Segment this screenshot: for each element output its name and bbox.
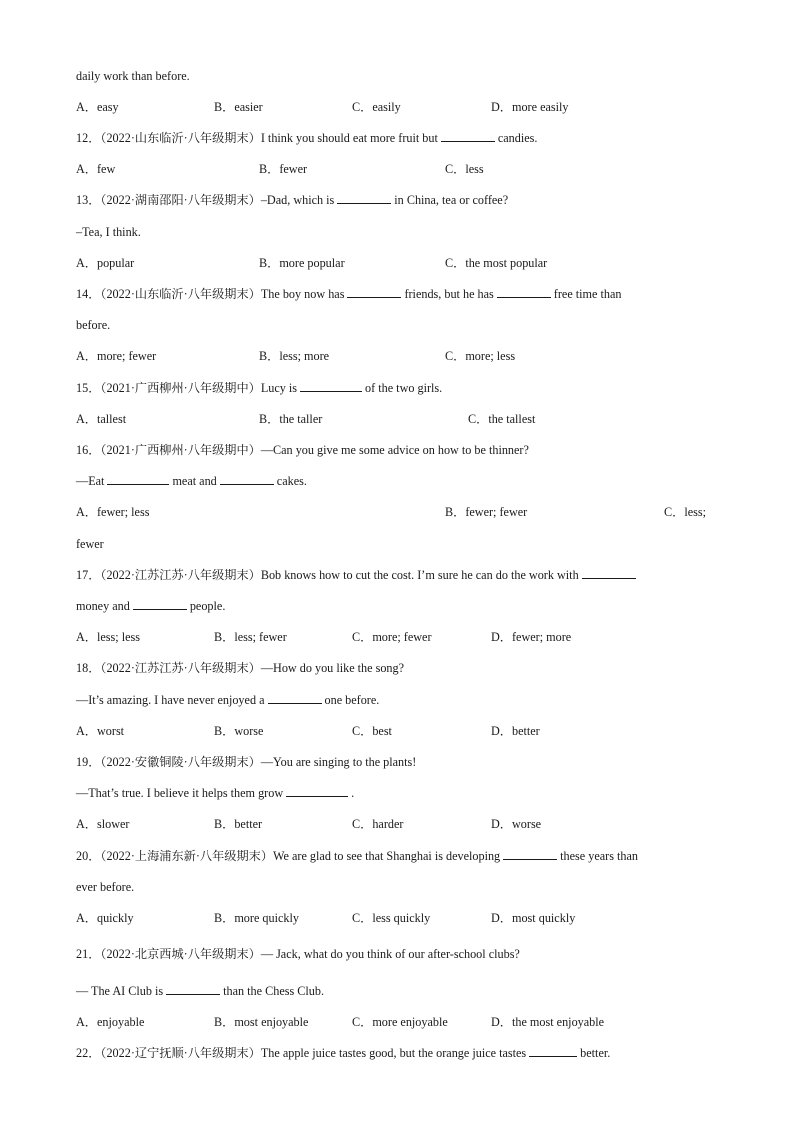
q21-option-c: C．more enjoyable — [352, 1015, 448, 1029]
q20-option-b: B．more quickly — [214, 911, 299, 925]
q14-option-c: C．more; less — [445, 349, 516, 363]
question-21-reply: — The AI Club is than the Chess Club. — [76, 984, 325, 998]
q13-option-a: A．popular — [76, 256, 135, 270]
answer-blank — [107, 473, 169, 485]
answer-blank — [220, 473, 274, 485]
q15-option-b: B．the taller — [259, 412, 323, 426]
q11-option-b: B．easier — [214, 100, 263, 114]
question-17: 17．（2022·江苏江苏·八年级期末）Bob knows how to cut the cost. I’m sure he can do the work with — [76, 567, 639, 583]
q21-option-a: A．enjoyable — [76, 1015, 145, 1029]
q18-option-c: C．best — [352, 724, 392, 738]
q16-option-b: B．fewer; fewer — [445, 505, 528, 519]
answer-blank — [166, 983, 220, 995]
answer-blank — [268, 692, 322, 704]
question-20: 20．（2022·上海浦东新·八年级期末）We are glad to see that Shanghai is developing these years than — [76, 849, 638, 863]
q21-option-b: B．most enjoyable — [214, 1015, 309, 1029]
q15-option-c: C．the tallest — [468, 412, 536, 426]
q19-option-b: B．better — [214, 817, 263, 831]
question-14: 14．（2022·山东临沂·八年级期末）The boy now has friends, but he has free time than — [76, 287, 622, 301]
answer-blank — [133, 598, 187, 610]
q19-option-d: D．worse — [491, 817, 542, 831]
question-12: 12．（2022·山东临沂·八年级期末）I think you should eat more fruit but candies. — [76, 131, 538, 145]
q18-option-a: A．worst — [76, 724, 125, 738]
q11-option-d: D．more easily — [491, 100, 569, 114]
q20-option-d: D．most quickly — [491, 911, 576, 925]
answer-blank — [582, 567, 636, 579]
answer-blank — [441, 130, 495, 142]
answer-blank — [503, 848, 557, 860]
answer-blank — [286, 785, 348, 797]
q16-option-c-continuation: fewer — [76, 537, 104, 551]
answer-blank — [529, 1045, 577, 1057]
q19-option-c: C．harder — [352, 817, 404, 831]
q20-option-c: C．less quickly — [352, 911, 431, 925]
question-13: 13．（2022·湖南邵阳·八年级期末）–Dad, which is in China, tea or coffee? — [76, 193, 509, 207]
q17-option-b: B．less; fewer — [214, 630, 287, 644]
q17-option-a: A．less; less — [76, 630, 140, 644]
question-11-continuation: daily work than before. — [76, 69, 190, 83]
question-13-reply: –Tea, I think. — [76, 225, 141, 239]
q15-option-a: A．tallest — [76, 412, 127, 426]
q20-option-a: A．quickly — [76, 911, 134, 925]
answer-blank — [300, 380, 362, 392]
q13-option-b: B．more popular — [259, 256, 345, 270]
q17-option-c: C．more; fewer — [352, 630, 432, 644]
question-19-reply: —That’s true. I believe it helps them grow . — [76, 786, 355, 800]
answer-blank — [337, 192, 391, 204]
question-16-reply: —Eat meat and cakes. — [76, 474, 307, 488]
q12-option-a: A．few — [76, 162, 116, 176]
question-18-reply: —It’s amazing. I have never enjoyed a one before. — [76, 693, 380, 707]
q11-option-c: C．easily — [352, 100, 401, 114]
q14-option-b: B．less; more — [259, 349, 330, 363]
question-16: 16．（2021·广西柳州·八年级期中）—Can you give me some advice on how to be thinner? — [76, 443, 529, 457]
question-14-continuation: before. — [76, 318, 111, 332]
q11-option-a: A．easy — [76, 100, 119, 114]
q21-option-d: D．the most enjoyable — [491, 1015, 605, 1029]
q16-option-a: A．fewer; less — [76, 505, 150, 519]
question-22: 22．（2022·辽宁抚顺·八年级期末）The apple juice tastes good, but the orange juice tastes better. — [76, 1046, 611, 1060]
q19-option-a: A．slower — [76, 817, 130, 831]
question-21: 21．（2022·北京西城·八年级期末）— Jack, what do you think of our after-school clubs? — [76, 947, 520, 961]
q13-option-c: C．the most popular — [445, 256, 548, 270]
question-17-continuation: money and people. — [76, 599, 226, 613]
q12-option-c: C．less — [445, 162, 484, 176]
answer-blank — [497, 286, 551, 298]
question-18: 18．（2022·江苏江苏·八年级期末）—How do you like the song? — [76, 661, 405, 675]
q12-option-b: B．fewer — [259, 162, 308, 176]
q18-option-d: D．better — [491, 724, 540, 738]
answer-blank — [347, 286, 401, 298]
q14-option-a: A．more; fewer — [76, 349, 157, 363]
question-19: 19．（2022·安徽铜陵·八年级期末）—You are singing to the plants! — [76, 755, 417, 769]
q17-option-d: D．fewer; more — [491, 630, 572, 644]
question-20-continuation: ever before. — [76, 880, 135, 894]
q18-option-b: B．worse — [214, 724, 264, 738]
question-15: 15．（2021·广西柳州·八年级期中）Lucy is of the two girls. — [76, 381, 443, 395]
q16-option-c: C．less; — [664, 505, 706, 519]
